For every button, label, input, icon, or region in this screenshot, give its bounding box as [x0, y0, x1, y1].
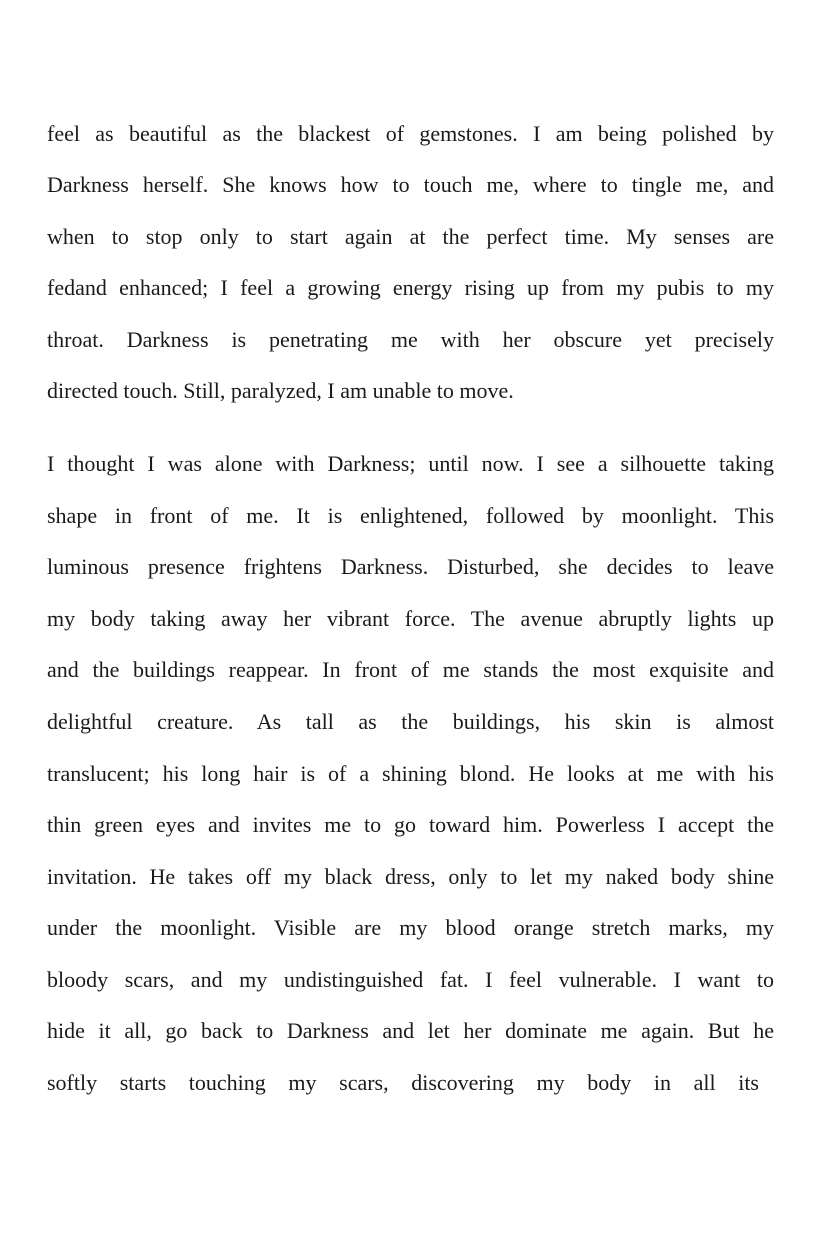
text-line: thin green eyes and invites me to go toward him. Powerless I accept the: [47, 812, 774, 837]
text-line: Darkness herself. She knows how to touch me, where to tingle me, and: [47, 172, 774, 197]
text-line: luminous presence frightens Darkness. Disturbed, she decides to leave: [47, 554, 774, 579]
text-line: translucent; his long hair is of a shining blond. He looks at me with his: [47, 761, 774, 786]
text-line: directed touch. Still, paralyzed, I am unable to move.: [47, 378, 514, 403]
text-line: feel as beautiful as the blackest of gemstones. I am being polished by: [47, 121, 774, 146]
text-line: softly starts touching my scars, discovering my body in all its: [47, 1070, 759, 1095]
text-line: my body taking away her vibrant force. The avenue abruptly lights up: [47, 606, 774, 631]
text-line: bloody scars, and my undistinguished fat. I feel vulnerable. I want to: [47, 967, 774, 992]
text-line: fedand enhanced; I feel a growing energy rising up from my pubis to my: [47, 275, 774, 300]
text-line: invitation. He takes off my black dress, only to let my naked body shine: [47, 864, 774, 889]
text-line: hide it all, go back to Darkness and let her dominate me again. But he: [47, 1018, 774, 1043]
text-line: throat. Darkness is penetrating me with her obscure yet precisely: [47, 327, 774, 352]
text-line: and the buildings reappear. In front of me stands the most exquisite and: [47, 657, 774, 682]
text-line: delightful creature. As tall as the buildings, his skin is almost: [47, 709, 774, 734]
text-line: shape in front of me. It is enlightened, followed by moonlight. This: [47, 503, 774, 528]
text-line: under the moonlight. Visible are my blood orange stretch marks, my: [47, 915, 774, 940]
text-line: when to stop only to start again at the perfect time. My senses are: [47, 224, 774, 249]
text-line: I thought I was alone with Darkness; until now. I see a silhouette taking: [47, 451, 774, 476]
